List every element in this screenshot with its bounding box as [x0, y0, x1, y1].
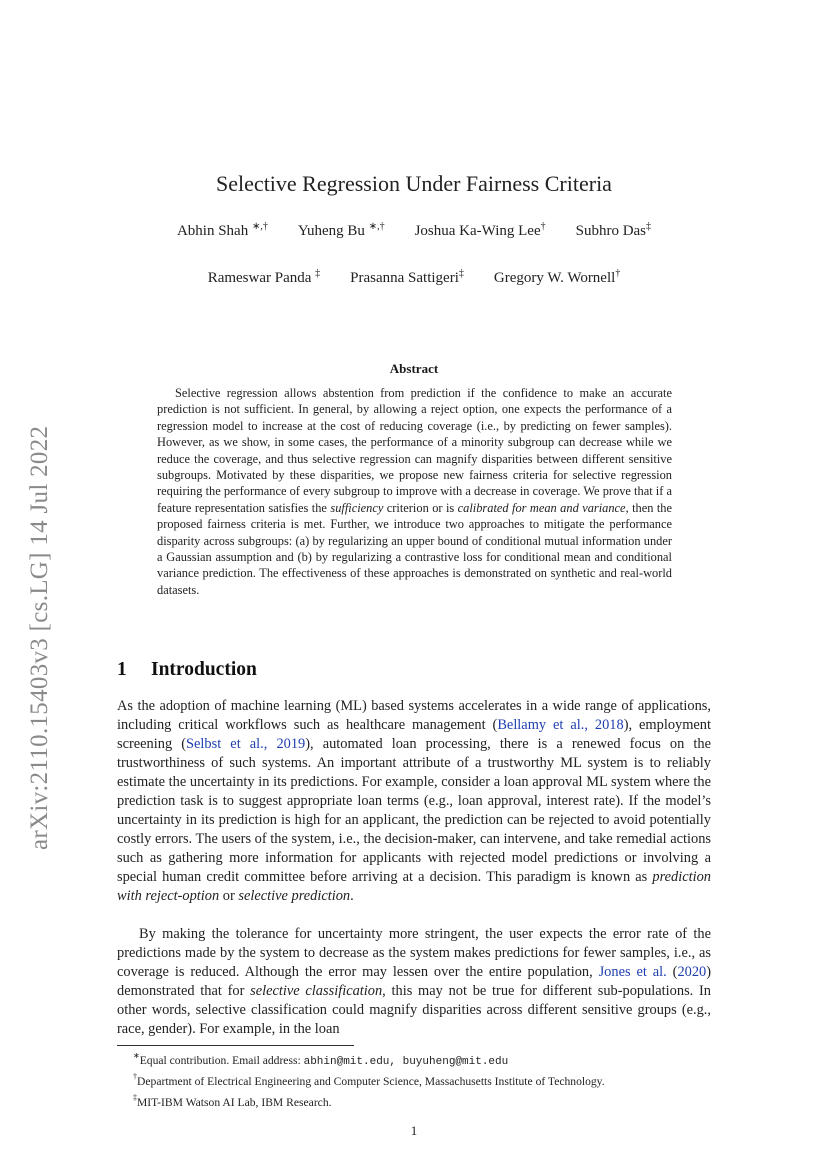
abstract-body	[157, 385, 672, 598]
author-affiliation-mark: ∗,†	[251, 221, 268, 232]
footnote-text: Department of Electrical Engineering and Computer Science, Massachusetts Institute of Technology.	[137, 1075, 605, 1089]
footnotes	[133, 1049, 723, 1111]
body-text: ), employment screening (	[117, 717, 711, 752]
body-text: , this may not be true for different sub-populations. In other words, selective classification could magnify disparities across different sensitive groups (e.g., race, gender). For example, in the loan	[117, 983, 712, 1037]
citation-link[interactable]: 2020	[677, 964, 707, 980]
body-emphasis: selective classification	[250, 983, 383, 999]
footnote-mark: †	[133, 1072, 137, 1082]
section-heading	[117, 659, 257, 681]
author-row-1	[0, 221, 828, 240]
author-name: Abhin Shah	[176, 223, 249, 239]
body-emphasis: prediction with reject-option	[117, 869, 711, 904]
section-number: 1	[117, 659, 127, 680]
author	[208, 268, 320, 287]
abstract-emphasis: calibrated for mean and variance	[457, 500, 626, 515]
footnote-email[interactable]: abhin@mit.edu, buyuheng@mit.edu	[303, 1055, 509, 1068]
author-affiliation-mark: ‡	[646, 221, 652, 232]
author	[350, 268, 464, 287]
abstract-heading: Abstract	[389, 361, 439, 376]
body-text: ), automated loan processing, there is a renewed focus on the trustworthiness of such systems. An important attribute of a trustworthy ML system is to reliably estimate the uncertainty in its predictions. For example, consider a loan approval ML system where the prediction task is to suggest appropriate loan terms (e.g., loan approval, interest rate). If the model’s uncertainty in its prediction is high for an applicant, the prediction can be rejected to avoid potentially costly errors. The users of the system, i.e., the decision-maker, can intervene, and take remedial actions such as gathering more information for applicants with rejected model predictions or involving a special human credit committee before arriving at a decision. This paradigm is known as	[117, 736, 711, 885]
abstract-text: Selective regression allows abstention from prediction if the confidence to make an accurate prediction is not sufficient. In general, by allowing a reject option, one expects the performance of a regression model to increase at the cost of reducing coverage (i.e., by predicting on fewer samples). However, as we show, in some cases, the performance of a minority subgroup can decrease while we reduce the coverage, and thus selective regression can magnify disparities between different sensitive subgroups. Motivated by these disparities, we propose new fairness criteria for selective regression requiring the performance of every subgroup to improve with a decrease in coverage. We prove that if a feature representation satisfies the	[157, 386, 672, 515]
body-text: ) demonstrated that for	[117, 964, 712, 999]
section-title: Introduction	[151, 659, 257, 680]
abstract-emphasis: sufficiency	[330, 500, 384, 515]
author-row-2	[0, 268, 828, 287]
paper-title: Selective Regression Under Fairness Criteria	[216, 171, 612, 196]
arxiv-side-stamp: arXiv:2110.15403v3 [cs.LG] 14 Jul 2022	[26, 425, 53, 850]
footnote-text: MIT-IBM Watson AI Lab, IBM Research.	[137, 1095, 332, 1109]
footnote-divider	[117, 1045, 354, 1046]
body-text: (	[666, 964, 678, 980]
footnote-mark: ‡	[133, 1092, 137, 1102]
author-name: Gregory W. Wornell	[493, 270, 616, 286]
author	[177, 221, 268, 240]
footnote	[133, 1091, 723, 1111]
citation-link[interactable]: Jones et al.	[598, 964, 667, 980]
footnote	[133, 1070, 723, 1090]
body-text: As the adoption of machine learning (ML) based systems accelerates in a wide range of applications, including critical workflows such as healthcare management (	[117, 698, 711, 733]
paragraph	[117, 697, 711, 906]
author-affiliation-mark: †	[540, 221, 546, 232]
author	[298, 221, 385, 240]
author-name: Prasanna Sattigeri	[350, 270, 459, 286]
author-name: Rameswar Panda	[207, 270, 312, 286]
author-name: Joshua Ka-Wing Lee	[414, 223, 541, 239]
page-number: 1	[410, 1123, 418, 1138]
author	[415, 221, 546, 240]
abstract-text: , then the proposed fairness criteria is met. Further, we introduce two approaches to mitigate the performance disparity across subgroups: (a) by regularizing an upper bound of conditional mutual information under a Gaussian assumption and (b) by regularizing a contrastive loss for conditional mean and conditional variance prediction. The effectiveness of these approaches is demonstrated on synthetic and real-world datasets.	[157, 500, 672, 597]
body-text: By making the tolerance for uncertainty more stringent, the user expects the error rate of the predictions made by the system to decrease as the system makes predictions for fewer samples, i.e., as coverage is reduced. Although the error may lessen over the entire population,	[117, 926, 711, 980]
author-affiliation-mark: †	[615, 268, 621, 279]
abstract-text: criterion or is	[383, 500, 458, 515]
author-affiliation-mark: ∗,†	[368, 221, 385, 232]
paragraph	[117, 925, 711, 1039]
footnote-text: Equal contribution. Email address:	[139, 1053, 304, 1067]
author-name: Subhro Das	[575, 223, 647, 239]
author	[494, 268, 620, 287]
author-name: Yuheng Bu	[297, 223, 365, 239]
author-affiliation-mark: ‡	[458, 268, 464, 279]
footnote	[133, 1049, 723, 1070]
body-text: or	[219, 888, 239, 904]
footnote-mark: ∗	[133, 1051, 140, 1060]
citation-link[interactable]: Bellamy et al., 2018	[497, 717, 624, 733]
author-affiliation-mark: ‡	[315, 268, 321, 279]
author	[576, 221, 651, 240]
citation-link[interactable]: Selbst et al., 2019	[186, 736, 306, 752]
body-text: .	[350, 888, 354, 904]
body-emphasis: selective prediction	[238, 888, 351, 904]
